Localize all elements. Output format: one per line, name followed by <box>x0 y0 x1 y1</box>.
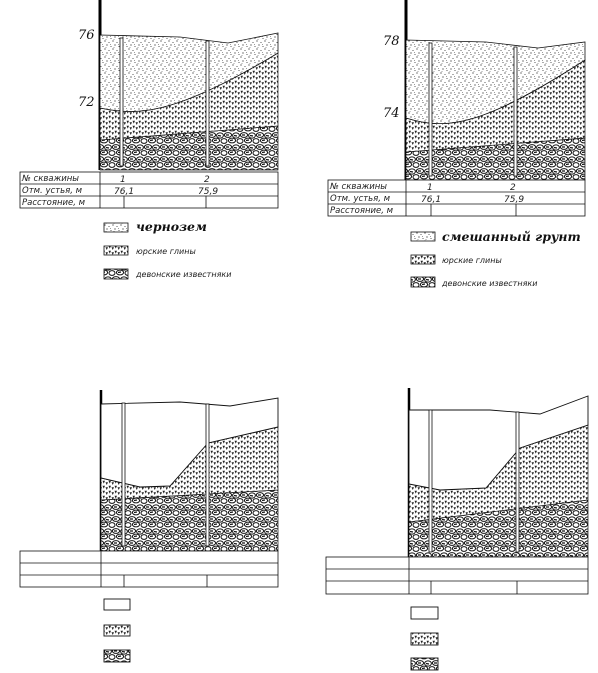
borehole-2 <box>206 41 209 166</box>
legend-swatch-empty <box>104 599 130 610</box>
section-top-right <box>328 0 585 288</box>
data-table <box>326 557 588 594</box>
legend-swatch-clay <box>411 255 435 264</box>
borehole-1 <box>122 403 125 546</box>
legend-swatch-clay <box>104 246 128 255</box>
legend-label: девонские известняки <box>136 270 232 279</box>
borehole-1 <box>429 410 432 552</box>
legend-swatch-limestone <box>104 650 130 662</box>
wellhead-mark: 75,9 <box>198 187 219 197</box>
data-table <box>20 551 278 587</box>
limestone-layer <box>101 490 278 551</box>
legend <box>411 229 581 288</box>
elevation-label: 78 <box>383 34 400 49</box>
row-label: Отм. устья, м <box>22 186 83 196</box>
legend-label: девонские известняки <box>442 279 538 288</box>
legend-swatch-clay <box>411 633 438 645</box>
legend <box>411 607 438 670</box>
borehole-2 <box>206 404 209 546</box>
borehole-2 <box>514 47 517 176</box>
row-label: Расстояние, м <box>330 206 394 216</box>
legend-swatch-mixed-soil <box>411 232 435 241</box>
well-number: 1 <box>120 175 126 185</box>
legend-label: чернозем <box>136 219 207 234</box>
legend-swatch-clay <box>104 625 130 636</box>
legend <box>104 599 130 662</box>
borehole-2 <box>516 412 519 552</box>
well-number: 1 <box>427 183 433 193</box>
elevation-label: 76 <box>78 28 95 43</box>
legend <box>104 219 231 279</box>
borehole-1 <box>429 43 432 176</box>
legend-swatch-limestone <box>104 269 128 279</box>
elevation-label: 74 <box>383 106 400 121</box>
well-number: 2 <box>510 183 516 193</box>
wellhead-mark: 76,1 <box>114 187 135 197</box>
legend-swatch-empty <box>411 607 438 619</box>
data-table <box>328 180 585 216</box>
row-label: Расстояние, м <box>22 198 86 208</box>
legend-label: юрские глины <box>442 256 502 265</box>
section-bottom-left <box>20 390 278 662</box>
data-table <box>20 172 278 208</box>
legend-swatch-soil <box>104 223 128 232</box>
elevation-label: 72 <box>78 95 95 110</box>
section-bottom-right <box>326 388 588 670</box>
wellhead-mark: 75,9 <box>504 195 525 205</box>
row-label: № скважины <box>330 182 388 192</box>
row-label: № скважины <box>22 174 80 184</box>
section-top-left <box>20 0 278 279</box>
borehole-1 <box>120 38 123 166</box>
legend-swatch-limestone <box>411 658 438 670</box>
legend-label: смешанный грунт <box>442 229 581 244</box>
row-label: Отм. устья, м <box>330 194 391 204</box>
legend-swatch-limestone <box>411 277 435 287</box>
wellhead-mark: 76,1 <box>421 195 442 205</box>
well-number: 2 <box>204 175 210 185</box>
legend-label: юрские глины <box>136 247 196 256</box>
